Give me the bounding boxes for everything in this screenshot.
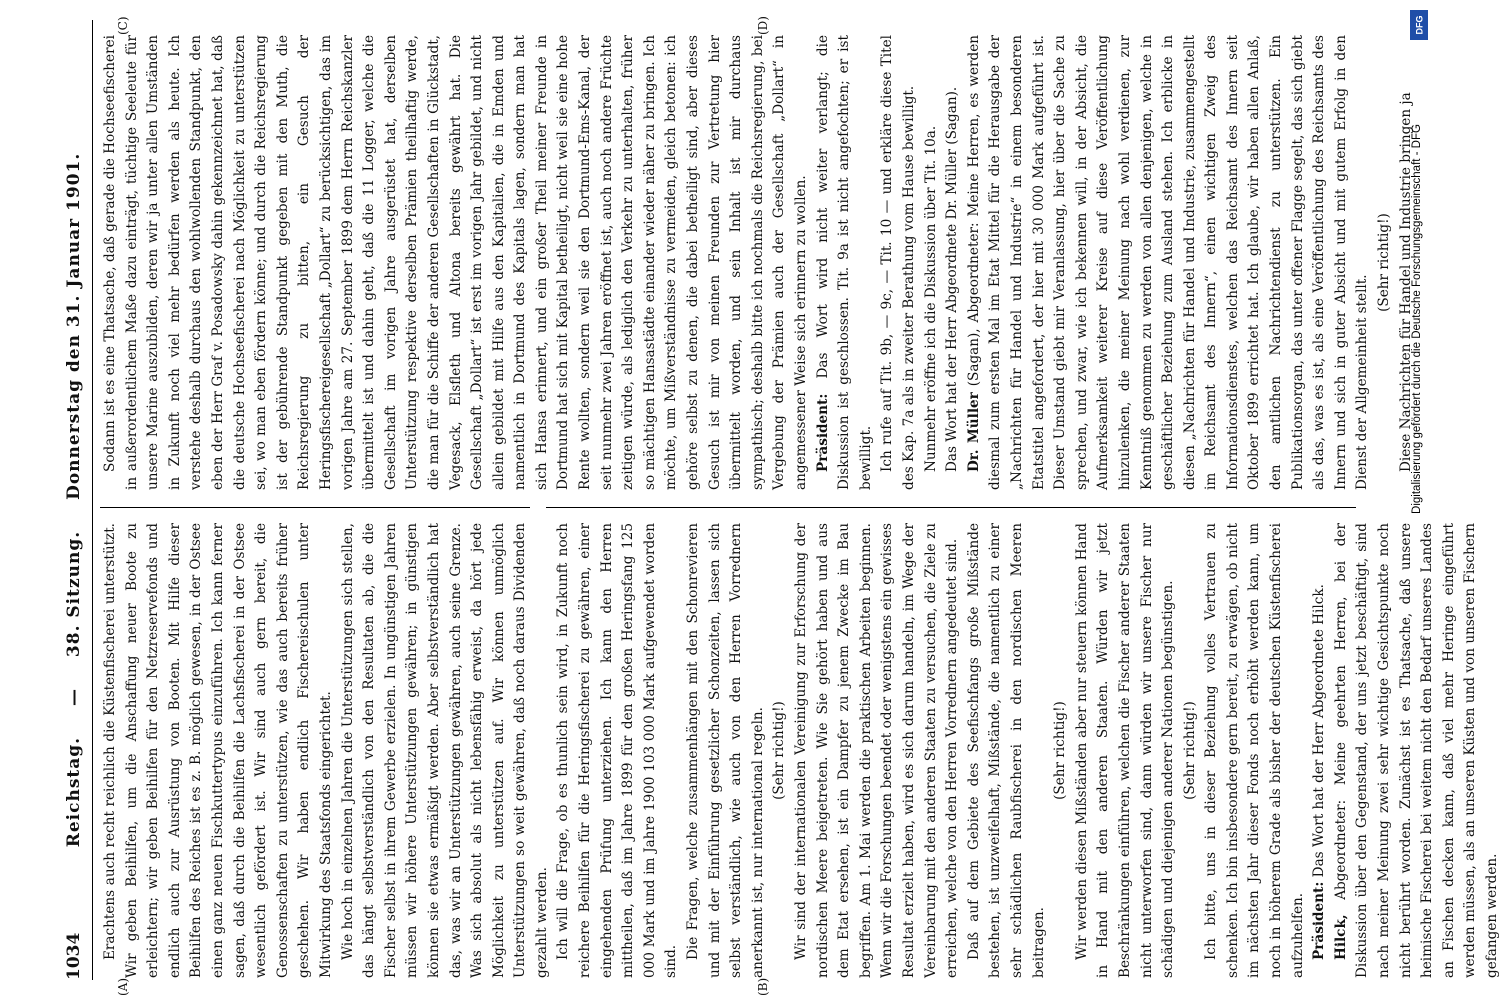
paragraph: (Sehr richtig!) [1376, 213, 1393, 312]
speaker-name: Dr. Müller [965, 392, 982, 472]
paragraph: Wir sind der internationalen Vereinigung zur Erforschung der nordischen Meere beigetreten. Wie Sie gehört haben und aus dem Etat ersehen, ist ein Dampfer zu jenem Zwecke im Bau begriffen. Am 1. Mai werden die praktischen Arbeiten beginnen. Wenn wir die Forschungen beendet oder wenigstens ein gewisses Resultat erzielt haben, wird es sich darum handeln, im Wege der Vereinbarung mit den anderen Staaten zu versuchen, die Ziele zu erreichen, welche von den Herren Vorrednern angedeutet sind. [793, 523, 961, 978]
margin-mark-a: (A) [116, 977, 130, 996]
column-divider [100, 507, 530, 508]
header-title [64, 100, 84, 900]
speaker-name: Präsident: [1311, 881, 1328, 960]
margin-mark-d: (D) [756, 16, 770, 35]
paragraph: Ich will die Frage, ob es thunlich sein wird, in Zukunft noch reichere Beihilfen für die Heringsfischerei zu gewähren, einer eingehenden Prüfung unterziehen. Ich kann den Herren mittheilen, daß im Jahre 1899 für den großen Heringsfang 125 000 Mark und im Jahre 1900 103 000 Mark aufgewendet worden sind. [555, 523, 680, 978]
header-session: 38. Sitzung. [64, 530, 84, 658]
header-left: Reichstag. [64, 736, 84, 848]
margin-mark-b: (B) [756, 977, 770, 996]
paragraph: Erachtens auch recht reichlich die Küstenfischerei unterstützt. Wir geben Beihilfen, um die Anschaffung neuer Boote zu erleichtern; wir geben Beihilfen für den Netzreservefonds und endlich auch zur Ausrüstung von Booten. Mit Hilfe dieser Beihilfen des Reiches ist es z. B. möglich gewesen, in der Ostsee einen ganz neuen Fischkuttertypus einzuführen. Ich kann ferner sagen, daß durch die Beihilfen die Lachsfischerei in der Ostsee wesentlich gefördert ist. Wir sind auch gern bereit, die Genossenschaften zu unterstützen, wie das auch bereits früher geschehen. Wir haben endlich Fischereischulen unter Mitwirkung des Staatsfonds eingerichtet. [102, 523, 334, 978]
page-header [56, 20, 93, 980]
paragraph: Präsident: Das Wort hat der Herr Abgeordnete Hilck. [1311, 584, 1328, 960]
paragraph: Wir werden diesen Mißständen aber nur steuern können Hand in Hand mit den anderen Staaten. Würden wir jetzt Beschränkungen einführen, welchen die Fischer anderer Staaten nicht unterworfen sind, dann würden wir unsere Fischer nur schädigen und diejenigen anderer Nationen begünstigen. [1073, 523, 1177, 978]
digitization-note: Digitalisierung gefördert durch die Deutsche Forschungsgemeinschaft - DFG [1411, 124, 1423, 514]
text-column-left [100, 523, 1500, 978]
text-column-right [100, 35, 1414, 490]
paragraph: Nunmehr eröffne ich die Diskussion über Tit. 10a. [922, 125, 939, 472]
paragraph: Präsident: Das Wort wird nicht weiter verlangt; die Diskussion ist geschlossen. Tit. 9a ist nicht angefochten; er ist bewilligt. [814, 35, 874, 490]
paragraph: Dr. Müller (Sagan), Abgeordneter: Meine Herren, es werden diesmal zum ersten Mal im Etat Mittel für die Herausgabe der „Nachrichten für Handel und Industrie“ in einem besonderen Etatstitel angefordert, der hier mit 30 000 Mark aufgeführt ist. Dieser Umstand giebt mir Veranlassung, hier über die Sache zu sprechen, und zwar, wie ich bekennen will, in der Absicht, die Aufmerksamkeit weiterer Kreise auf diese Veröffentlichung hinzulenken, die meiner Meinung nach wohl verdienen, zur Kenntniß genommen zu werden von allen denjenigen, welche in geschäftlicher Beziehung zum Ausland stehen. Ich erblicke in diesen „Nachrichten für Handel und Industrie, zusammengestellt im Reichsamt des Innern“, einen wichtigen Zweig des Informationsdienstes, welchen das Reichsamt des Innern seit Oktober 1899 errichtet hat. Ich glaube, wir haben allen Anlaß, den amtlichen Nachrichtendienst zu unterstützen. Ein Publikationsorgan, das unter offener Flagge segelt, das sich giebt als das, was es ist, als eine Veröffentlichung des Reichsamts des Innern und sich in guter Absicht und mit gutem Erfolg in den Dienst der Allgemeinheit stellt. [965, 35, 1371, 490]
speaker-name: Hilck, [1332, 914, 1349, 960]
paragraph: (Sehr richtig!) [1181, 701, 1198, 800]
paragraph: Das Wort hat der Herr Abgeordnete Dr. Müller (Sagan). [944, 86, 961, 472]
column-divider [546, 507, 1356, 508]
paragraph: Ich rufe auf Tit. 9b, — 9c, — Tit. 10 — und erkläre diese Titel des Kap. 7a als in zweiter Berathung vom Hause bewilligt. [879, 35, 917, 490]
paragraph: Sodann ist es eine Thatsache, daß gerade die Hochseefischerei in außerordentlichem Maße dazu einträgt, tüchtige Seeleute für unsere Marine auszubilden, deren wir ja unter allen Umständen in Zukunft noch viel mehr bedürfen werden als heute. Ich verstehe deshalb durchaus den wohlwollenden Standpunkt, den eben der Herr Graf v. Posadowsky dahin gekennzeichnet hat, daß die deutsche Hochseefischerei nach Möglichkeit zu unterstützen sei, wo man eben fördern könne; und durch die Reichsregierung ist der gebührende Standpunkt gegeben mit den Muth, die Reichsregierung zu bitten, ein Gesuch der Heringsfischereigesellschaft „Dollart“ zu berücksichtigen, das im vorigen Jahre am 27. September 1899 dem Herrn Reichskanzler übermittelt ist und dahin geht, daß die 11 Logger, welche die Gesellschaft im vorigen Jahre ausgerüstet hat, derselben Unterstützung respektive derselben Prämien theilhaftig werde, die man für die Schiffe der anderen Gesellschaften in Glückstadt, Vegesack, Elsfleth und Altona bereits gewährt hat. Die Gesellschaft „Dollart“ ist erst im vorigen Jahr gebildet, und nicht allein gebildet mit Hilfe aus den Kapitalien, die in Emden und namentlich in Dortmund des Kapitals lagen, sondern man hat sich Hansa erinnert, und ein großer Theil meiner Freunde in Dortmund hat sich mit Kapital betheiligt, nicht weil sie eine hohe Rente wollten, sondern weil sie den Dortmund-Ems-Kanal, der seit nunmehr zwei Jahren eröffnet ist, auch noch andere Früchte zeitigen würde, als lediglich den Verkehr zu unterhalten, früher so mächtigen Hansastädte einander wieder näher zu bringen. Ich möchte, um Mißverständnisse zu vermeiden, gleich betonen: ich gehöre selbst zu denen, die dabei betheiligt sind, aber dieses Gesuch ist mir von meinen Freunden zur Vertretung hier übermittelt worden, und sein Inhalt ist mir durchaus sympathisch; deshalb bitte ich nochmals die Reichsregierung, bei Vergebung der Prämien auch der Gesellschaft „Dollart“ in angemessener Weise sich erinnern zu wollen. [102, 35, 809, 490]
paragraph: Die Fragen, welche zusammenhängen mit den Schonrevieren und mit der Einführung gesetzlicher Schonzeiten, lassen sich selbst verständlich, wie auch von den Herren Vorrednern anerkannt ist, nur international regeln. [685, 523, 766, 978]
paragraph: Diese Nachrichten für Handel und Industrie bringen ja [1397, 92, 1414, 472]
header-dash: — [64, 688, 84, 707]
paragraph: (Sehr richtig!) [771, 701, 788, 800]
paragraph: Wie hoch in einzelnen Jahren die Unterstützungen sich stellen, das hängt selbstverständlich von den Resultaten ab, die die Fischer selbst in ihrem Gewerbe erzielen. In ungünstigen Jahren müssen wir höhere Unterstützungen gewähren; in günstigen können sie etwas ermäßigt werden. Aber selbstverständlich hat das, was wir an Unterstützungen gewähren, auch seine Grenze. Was sich absolut als nicht lebensfähig erweist, da hört jede Möglichkeit zu unterstützen auf. Wir können unmöglich Unterstützungen so weit gewähren, daß noch daraus Dividenden gezahlt werden. [339, 523, 550, 978]
header-date: Donnerstag den 31. Januar 1901. [64, 152, 84, 500]
paragraph: Hilck, Abgeordneter: Meine geehrten Herren, bei der Diskussion über den Gegenstand, der uns jetzt beschäftigt, sind nach meiner Meinung zwei sehr wichtige Gesichtspunkte noch nicht berührt worden. Zunächst ist es Thatsache, daß unsere heimische Fischerei bei weitem nicht den Bedarf unseres Landes an Fischen decken kann, daß viel mehr Heringe eingeführt werden müssen, als an unseren Küsten und von unseren Fischern gefangen werden. [1332, 523, 1500, 978]
dfg-sidebar [1410, 10, 1430, 990]
paragraph: Daß auf dem Gebiete des Seefischfangs große Mißstände bestehen, ist unzweifelhaft, Mißstände, die namentlich zu einer sehr schädlichen Raubfischerei in den nordischen Meeren beitragen. [965, 523, 1047, 978]
page-number: 1034 [64, 932, 84, 980]
paragraph: Ich bitte, uns in dieser Beziehung volles Vertrauen zu schenken. Ich bin insbesondere gern bereit, zu erwägen, ob nicht im nächsten Jahr dieser Fonds noch erhöht werden kann, um noch in höherem Grade als bisher der deutschen Küstenfischerei aufzuhelfen. [1203, 523, 1306, 978]
margin-mark-c: (C) [116, 16, 130, 35]
dfg-logo: DFG [1410, 10, 1428, 40]
speaker-name: Präsident: [814, 393, 831, 472]
paragraph: (Sehr richtig!) [1052, 701, 1069, 800]
